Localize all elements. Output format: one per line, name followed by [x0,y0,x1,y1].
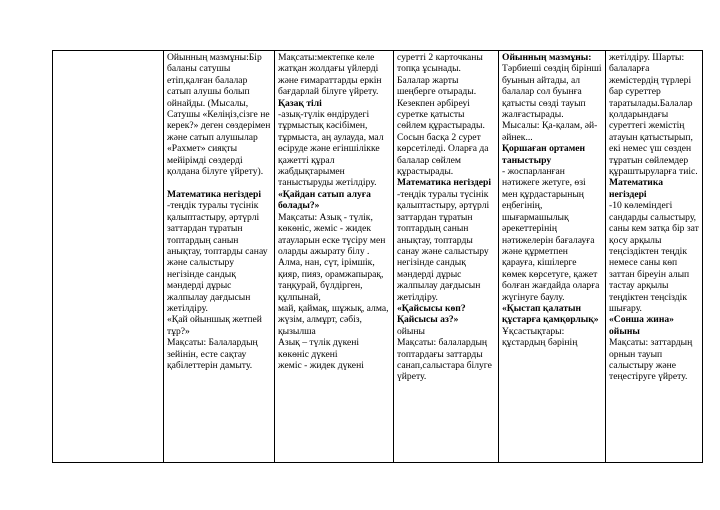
cell-text [167,177,271,188]
cell-heading: «Қайдан сатып алуға болады?» [278,188,371,212]
cell-heading: «Сонша жина» ойыны [609,314,674,337]
cell-text: ойыны [397,325,425,337]
table-cell-col5 [606,51,703,463]
table-cell-col1 [164,51,275,463]
cell-text: - жоспарланған нәтижеге жетуге, өзі мен құрдастарының еңбегінің, шығармашылық әрекеттерінің нәтижелерін бағалауға және құрметпен қарауға, кішілерге көмек көрсетуге, қажет болған жағдайда оларға жүгінуге баулу. [502,166,600,303]
table-cell-col4 [499,51,606,463]
cell-heading: Қазақ тілі [278,97,322,109]
cell-text: Мақсаты: Азық - түлік, көкөніс, жеміс - жидек атауларын еске түсіру мен оларды ажырату білу . [278,211,386,257]
cell-text: -теңдік туралы түсінік қалыптастыру, әртүрлі заттардан тұратын топтардың санын анықтау, топтарды санау және салыстыру негізінде сандық мәндерді дұрыс жалпылау дағдысын жетілдіру. [397,188,490,303]
cell-heading: «Қыстап қалатын құстарға қамқорлық» [502,302,599,326]
cell-heading: Қоршаған ортамен таныстыру [502,143,586,166]
cell-heading: Математика негіздері [167,188,262,200]
cell-text: -теңдік туралы түсінік қалыптастыру, әртүрлі заттардан тұратын топтардың санын анықтау, топтарды санау және салыстыру негізінде сандық мәндерді дұрыс жалпылау дағдысын жетілдіру. [167,200,268,314]
cell-text: Мақсаты: заттардың орнын тауып салыстыру және теңестіруге үйрету. [609,337,693,383]
cell-heading: Математика негіздері [397,177,492,189]
table-cell-col2 [275,51,394,463]
cell-heading: Ойынның мазмұны: [502,52,592,63]
table-cell-col3 [394,51,499,463]
cell-text: Мақсаты:мектепке келе жатқан жолдағы үйлерді және ғимараттарды еркін бағдарлай білуге үйрету. [278,52,382,98]
cell-text: Тәрбиеші сөздің бірінші буынын айтады, ал балалар сол буынға қатысты сөзді тауып жалғастырады. Мысалы: Қа-қалам, әй-әйнек... [502,63,602,143]
cell-text: Азық – түлік дүкені көкөніс дүкені [278,337,360,360]
cell-text: Мақсаты: Балалардың зейінін, есте сақтау қабілеттерін дамыту. [167,337,258,371]
cell-heading: «Қайсысы көп? Қайсысы аз?» [397,302,466,326]
cell-text: жеміс - жидек дүкені [278,359,364,371]
cell-text: жетілдіру. Шарты: балаларға жемістердің түрлері бар суреттер таратылады.Балалар қолдарындағы суреттегі жемістің атауын қатыстырып, екі немес үш сөзден тұратын сөйлемдер құраштыруларға тиіс. [609,52,698,178]
cell-text: Ойынның мазмұны:Бір баланы сатушы етіп,қалған балалар сатып алушы болып ойнайды. (Мысалы, Сатушы «Келіңіз,сізге не керек?» деген сөздерімен және сатып алушылар «Рахмет» сияқты мейірімді сөздерді қолдана білуге үйрету). [167,52,271,178]
cell-heading: Математика негіздері [609,177,664,200]
cell-text: -азық-түлік өндірудегі тұрмыстық кәсібімен, тұрмыста, аң аулауда, мал өсіруде және егіншілікке қажетті құрал жабдықтарымен таныстыруды жетілдіру. [278,109,384,189]
cell-text: май, қаймақ, шұжық, алма, жүзім, алмұрт, сәбіз, қызылша [278,302,389,337]
cell-text: Ұқсастықтары: құстардың бәрінің [502,325,578,349]
lesson-plan-table [52,50,703,463]
cell-text: Мақсаты: балалардың топтардағы заттарды санап,салыстара білуге үйрету. [397,337,492,383]
cell-text: суретті 2 карточканы топқа ұсынады. Балалар жарты шеңберге отырады. Кезекпен әрбіреуі суретке қатысты сөйлем құрастырады. Сосын басқа 2 сурет көрсетіледі. Оларға да балалар сөйлем құрастырады. [397,52,489,178]
cell-text: -10 көлеміндегі сандарды салыстыру, саны кем затқа бір зат қосу арқылы теңсіздіктен теңдік немесе саны көп заттан біреуін алып тастау арқылы теңдіктен теңсіздік шығару. [609,200,699,314]
table-row [53,51,703,463]
cell-text: «Қай ойыншық жетпей тұр?» [167,314,262,337]
cell-text: Алма, нан, сүт, ірімшік, қияр, пияз, орамжапырақ, таңқурай, бүлдірген, құлпынай, [278,257,384,303]
table-cell-col0 [53,51,164,463]
